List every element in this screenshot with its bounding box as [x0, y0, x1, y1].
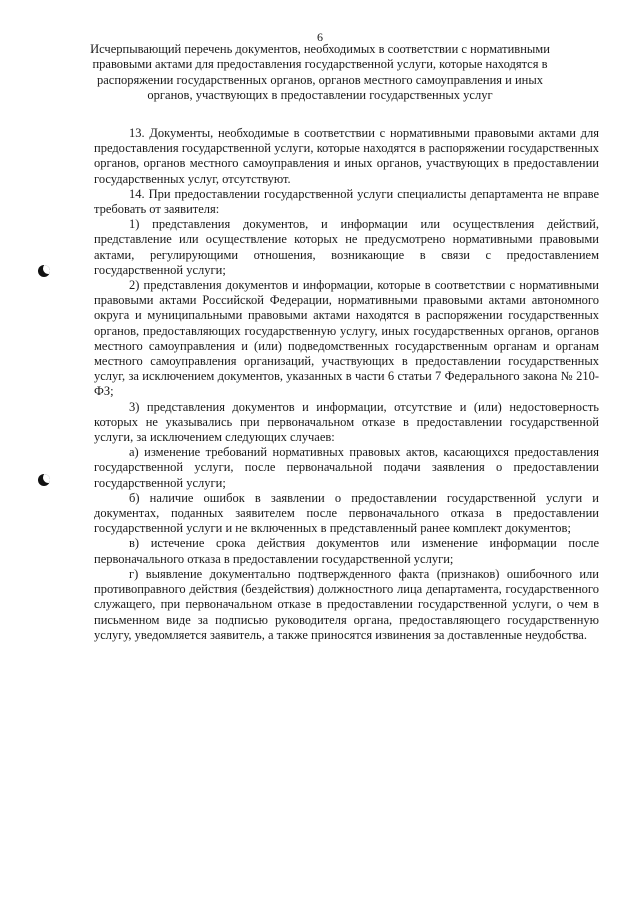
document-body — [94, 126, 599, 643]
binder-hole-mark-icon — [38, 474, 50, 486]
paragraph-13: 13. Документы, необходимые в соответствии с нормативными правовыми актами для предоставления государственной услуги, которые находятся в распоряжении государственных органов, органов местного самоуправления и иных органов, участвующих в предоставлении государственных услуг, отсутствуют. — [94, 126, 599, 186]
page-number: 6 — [317, 30, 323, 44]
paragraph-14-item-2: 2) представления документов и информации, которые в соответствии с нормативными правовыми актами Российской Федерации, нормативными правовыми актами автономного округа и муниципальными правовыми актами находятся в распоряжении государственных органов, предоставляющих государственную услугу, иных государственных органов, органов местного самоуправления и (или) подведомственных государственным органам и органам местного самоуправления организаций, участвующих в предоставлении государственных услуг, за исключением документов, указанных в части 6 статьи 7 Федерального закона № 210-ФЗ; — [94, 278, 599, 399]
paragraph-14-item-3b: б) наличие ошибок в заявлении о предоставлении государственной услуги и документах, поданных заявителем после первоначального отказа в предоставлении государственной услуги и не включенных в представленный ранее комплект документов; — [94, 490, 599, 536]
paragraph-14: 14. При предоставлении государственной услуги специалисты департамента не вправе требовать от заявителя: — [94, 186, 599, 217]
paragraph-14-item-3: 3) представления документов и информации, отсутствие и (или) недостоверность которых не указывались при первоначальном отказе в предоставлении государственной услуги, за исключением следующих случаев: — [94, 399, 599, 445]
paragraph-14-item-1: 1) представления документов, и информации или осуществления действий, представление или осуществление которых не предусмотрено нормативными правовыми актами, регулирующими отношения, возникающие в связи с предоставлением государственной услуги; — [94, 217, 599, 277]
paragraph-14-item-3a: а) изменение требований нормативных правовых актов, касающихся предоставления государственной услуги, после первоначальной подачи заявления о предоставлении государственной услуги; — [94, 445, 599, 490]
paragraph-14-item-3g: г) выявление документально подтвержденного факта (признаков) ошибочного или противоправного действия (бездействия) должностного лица департамента, государственного служащего, при первоначальном отказе в предоставлении государственной услуги, о чем в письменном виде за подписью руководителя органа, предоставляющего государственную услугу, уведомляется заявитель, а также приносятся извинения за доставленные неудобства. — [94, 566, 599, 642]
binder-hole-mark-icon — [38, 265, 50, 277]
paragraph-14-item-3v: в) истечение срока действия документов или изменение информации после первоначального отказа в предоставлении государственной услуги; — [94, 536, 599, 566]
section-heading: Исчерпывающий перечень документов, необходимых в соответствии с нормативными правовыми актами для предоставления государственной услуги, которые находятся в распоряжении государственных органов, органов местного самоуправления и иных органов, участвующих в предоставлении государственных услуг — [90, 42, 550, 103]
